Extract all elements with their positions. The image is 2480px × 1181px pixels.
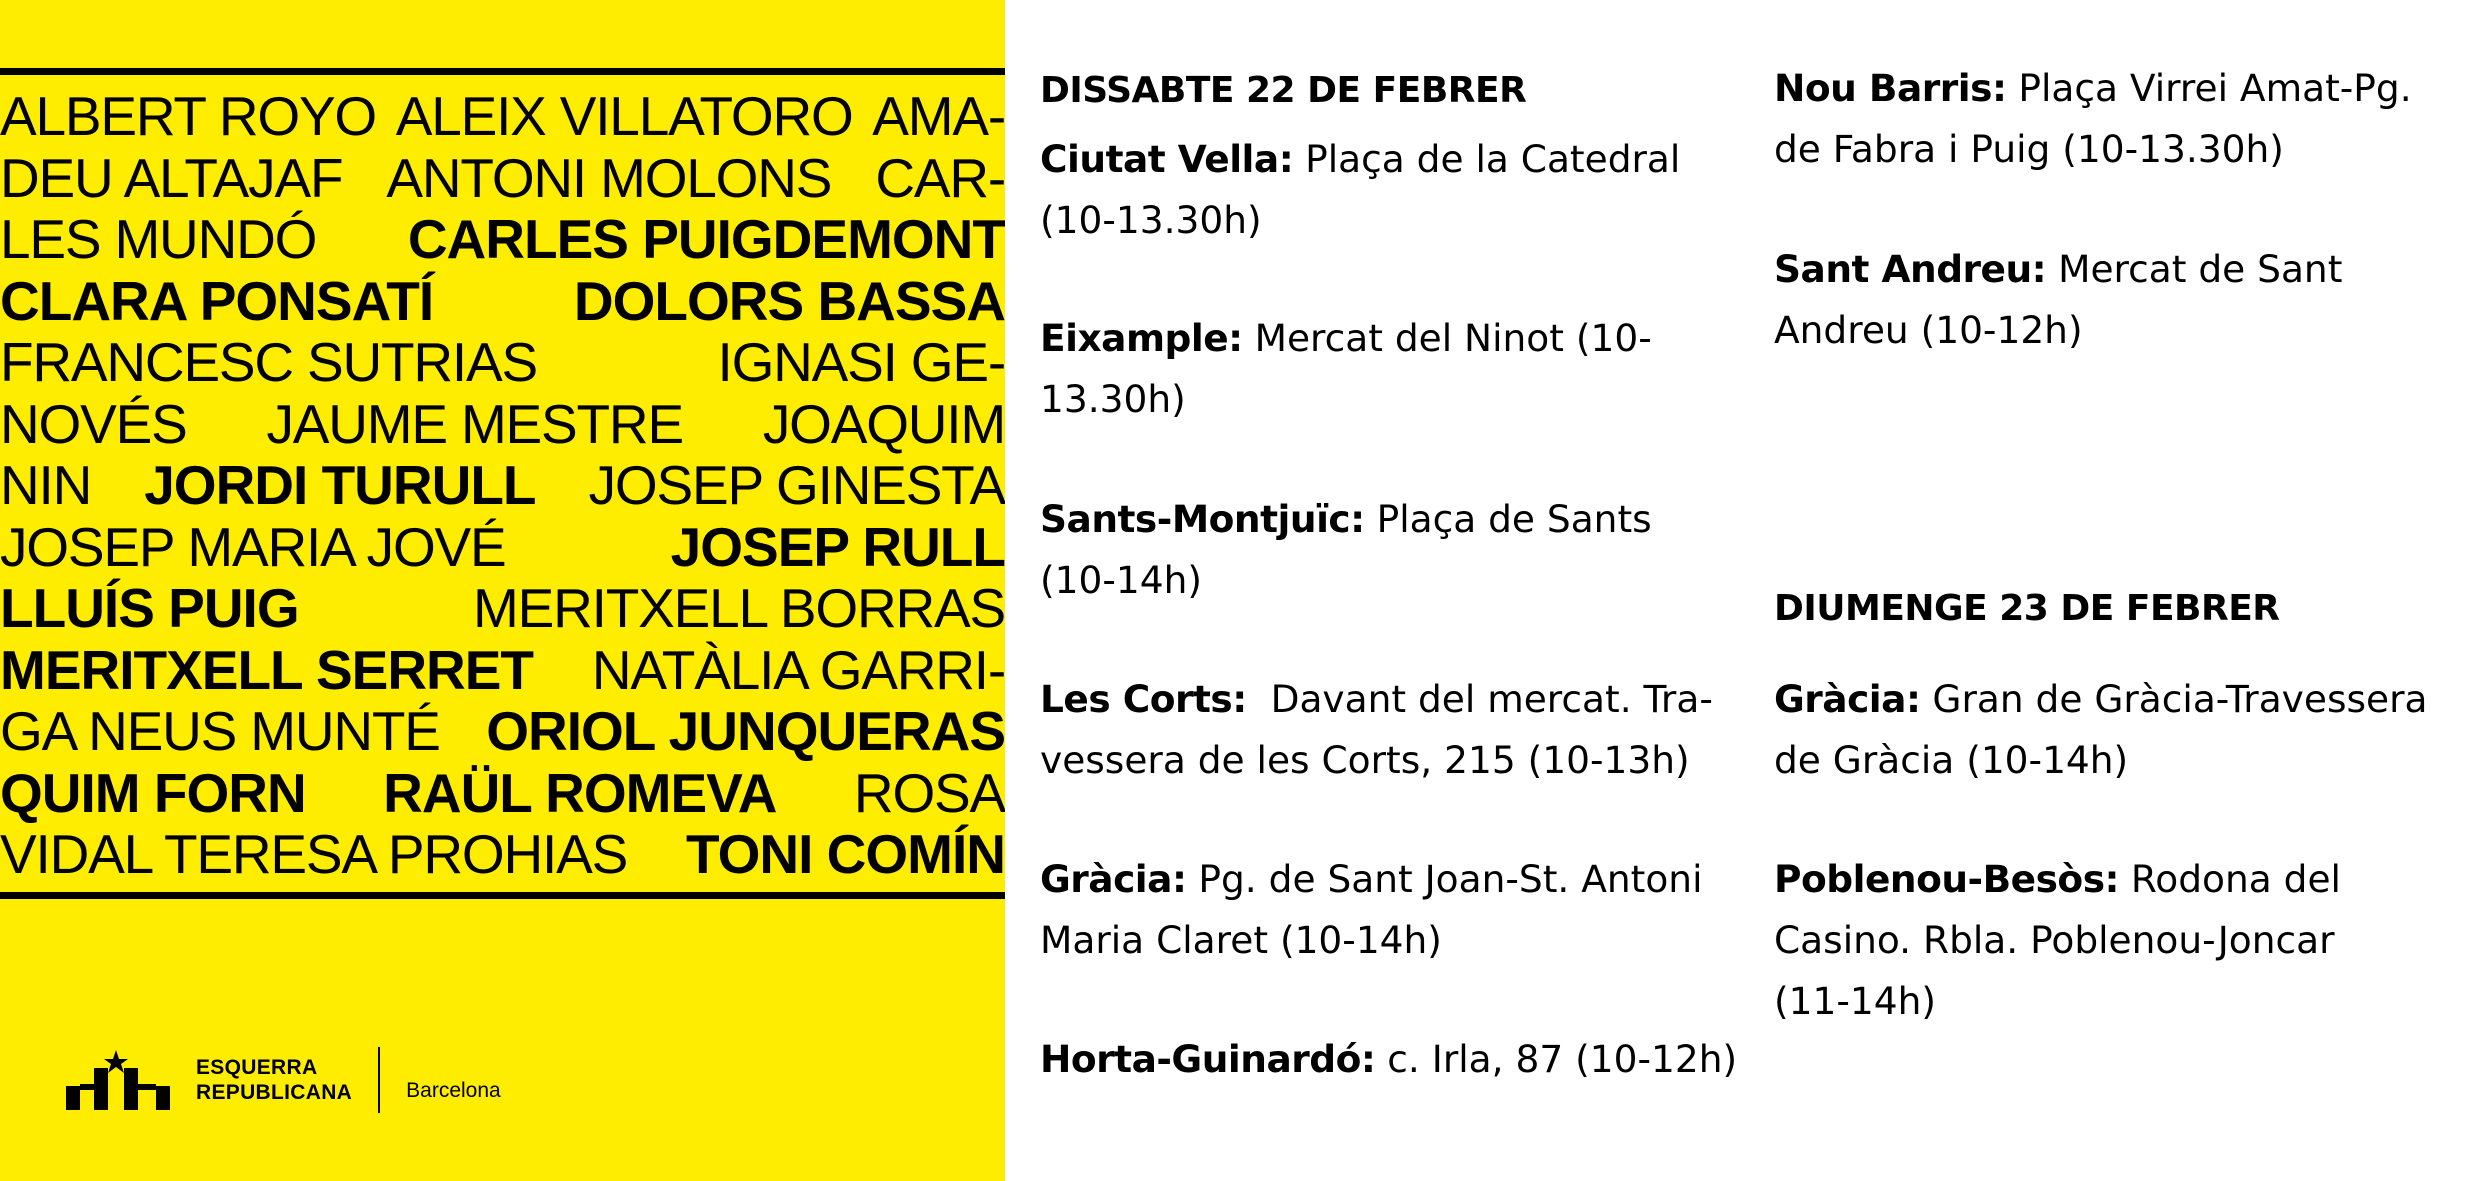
name-regular: JAUME MESTRE (266, 393, 683, 455)
name-line (0, 86, 1005, 148)
name-regular: JOAQUIM (762, 393, 1005, 455)
entry-ciutat-vella (1040, 129, 1740, 251)
entry-text: de Fabra i Puig (10-13.30h) (1774, 127, 2284, 171)
esquerra-logo-icon (66, 1050, 174, 1110)
names-list (0, 86, 1005, 886)
entry-text: (10-14h) (1040, 558, 1202, 602)
name-regular: VIDAL TERESA PROHIAS (0, 824, 628, 885)
saturday-title: DISSABTE 22 DE FEBRER (1040, 70, 1527, 111)
name-bold: MERITXELL SERRET (0, 639, 534, 701)
name-regular: ROSA (853, 762, 1005, 824)
name-line (0, 332, 1005, 394)
name-line (0, 640, 1005, 702)
entry-text: (11-14h) (1774, 979, 1936, 1023)
name-line (0, 517, 1005, 579)
entry-text: Gran de Gràcia-Travessera (1920, 677, 2428, 721)
name-regular: NIN (0, 455, 92, 516)
name-regular: DEU ALTAJAF (0, 147, 343, 209)
entry-text: c. Irla, 87 (10-12h) (1375, 1037, 1738, 1081)
entry-sants-montjuic (1040, 489, 1740, 611)
name-bold: CLARA PONSATÍ (0, 270, 434, 332)
entry-gracia-saturday (1040, 849, 1740, 971)
name-regular: JOSEP MARIA JOVÉ (0, 516, 506, 578)
name-line (0, 455, 1005, 517)
entry-text: de Gràcia (10-14h) (1774, 738, 2129, 782)
name-line (0, 148, 1005, 210)
entry-horta-guinardo (1040, 1029, 1740, 1090)
entry-poblenou-besos (1774, 849, 2464, 1032)
sunday-title: DIUMENGE 23 DE FEBRER (1774, 588, 2280, 629)
name-regular: JOSEP GINESTA (588, 455, 1005, 516)
name-bold: ORIOL JUNQUERAS (486, 701, 1005, 762)
names-panel (0, 0, 1005, 1181)
entry-text: Plaça Virrei Amat-Pg. (2006, 66, 2412, 110)
name-bold: TONI COMÍN (686, 824, 1005, 885)
entry-nou-barris (1774, 58, 2464, 180)
name-line (0, 209, 1005, 271)
entry-text: vessera de les Corts, 215 (10-13h) (1040, 738, 1690, 782)
entry-eixample (1040, 308, 1740, 430)
name-bold: LLUÍS PUIG (0, 578, 299, 639)
entry-text: Mercat del Ninot (10- (1242, 316, 1652, 360)
name-line (0, 271, 1005, 333)
district-name: Gràcia: (1040, 857, 1187, 901)
name-bold: DOLORS BASSA (573, 270, 1005, 332)
name-bold: JORDI TURULL (144, 455, 536, 516)
district-name: Poblenou-Besòs: (1774, 857, 2120, 901)
entry-text: Davant del mercat. Tra- (1246, 677, 1713, 721)
entry-text: (10-13.30h) (1040, 198, 1262, 242)
name-line (0, 578, 1005, 640)
logo-line-2: REPUBLICANA (196, 1081, 353, 1104)
entry-text: Plaça de la Catedral (1293, 137, 1681, 181)
entry-gracia-sunday (1774, 669, 2464, 791)
district-name: Gràcia: (1774, 677, 1921, 721)
entry-les-corts (1040, 669, 1740, 791)
name-regular: ANTONI MOLONS (386, 147, 832, 209)
name-bold: JOSEP RULL (670, 516, 1005, 578)
name-regular: FRANCESC SUTRIAS (0, 332, 537, 393)
name-regular: NOVÉS (0, 393, 187, 455)
district-name: Sant Andreu: (1774, 247, 2047, 291)
district-name: Eixample: (1040, 316, 1243, 360)
name-regular: GA NEUS MUNTÉ (0, 701, 440, 762)
name-regular: MERITXELL BORRAS (473, 578, 1005, 639)
name-regular: IGNASI GE- (717, 332, 1005, 393)
name-line (0, 763, 1005, 825)
entry-text: 13.30h) (1040, 377, 1186, 421)
district-name: Nou Barris: (1774, 66, 2007, 110)
esquerra-logo (66, 1040, 501, 1120)
name-line (0, 701, 1005, 763)
entry-text: Pg. de Sant Joan-St. Antoni (1186, 857, 1703, 901)
district-name: Les Corts: (1040, 677, 1247, 721)
entry-text: Mercat de Sant (2046, 247, 2343, 291)
district-name: Horta-Guinardó: (1040, 1037, 1376, 1081)
name-regular: LES MUNDÓ (0, 209, 317, 270)
district-name: Sants-Montjuïc: (1040, 497, 1365, 541)
entry-text: Maria Claret (10-14h) (1040, 918, 1442, 962)
logo-city: Barcelona (406, 1079, 501, 1102)
entry-text: Plaça de Sants (1364, 497, 1652, 541)
entry-text: Rodona del (2119, 857, 2341, 901)
district-name: Ciutat Vella: (1040, 137, 1294, 181)
top-rule (0, 68, 1005, 75)
name-regular: ALBERT ROYO (0, 86, 377, 147)
name-bold: RAÜL ROMEVA (383, 762, 777, 824)
entry-text: Andreu (10-12h) (1774, 308, 2083, 352)
name-bold: QUIM FORN (0, 762, 306, 824)
logo-line-1: ESQUERRA (196, 1056, 318, 1079)
name-regular: NATÀLIA GARRI- (591, 639, 1005, 701)
name-regular: AMA- (872, 86, 1005, 147)
name-regular: ALEIX VILLATORO (395, 86, 853, 147)
name-regular: CAR- (875, 147, 1005, 209)
name-line (0, 824, 1005, 886)
bottom-rule (0, 892, 1005, 899)
entry-text: Casino. Rbla. Poblenou-Joncar (1774, 918, 2335, 962)
logo-divider (378, 1047, 380, 1113)
name-bold: CARLES PUIGDEMONT (407, 209, 1005, 270)
entry-sant-andreu (1774, 239, 2464, 361)
name-line (0, 394, 1005, 456)
